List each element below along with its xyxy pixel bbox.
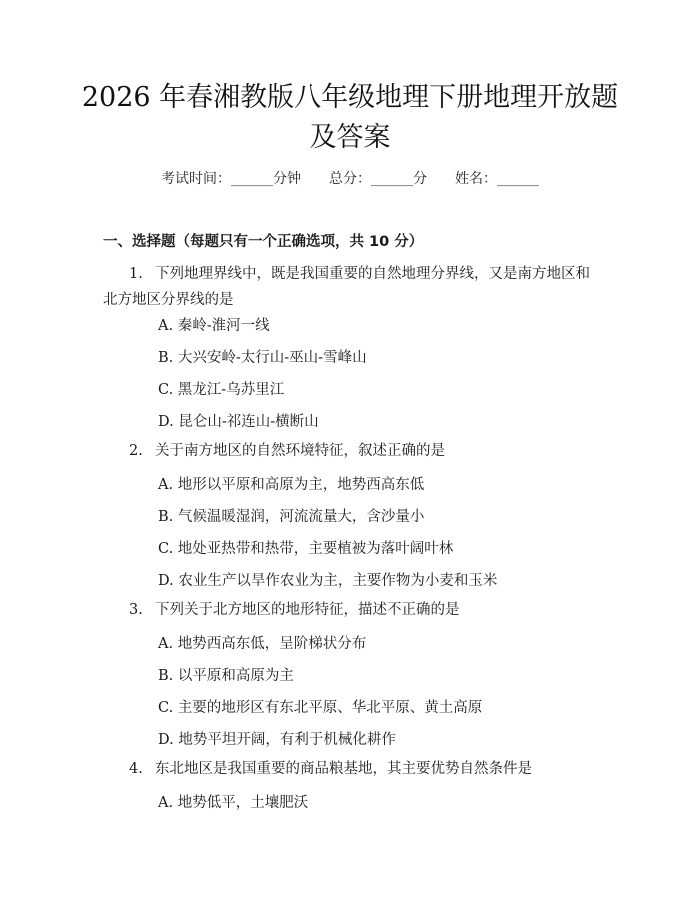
option-4a: A. 地势低平，土壤肥沃 xyxy=(158,795,309,811)
option-2d: D. 农业生产以旱作农业为主，主要作物为小麦和玉米 xyxy=(158,573,498,589)
option-2b: B. 气候温暖湿润，河流流量大，含沙量小 xyxy=(158,509,425,525)
exam-meta xyxy=(0,168,700,188)
option-1a: A. 秦岭-淮河一线 xyxy=(158,318,270,334)
document-title xyxy=(60,78,640,158)
option-2c: C. 地处亚热带和热带，主要植被为落叶阔叶林 xyxy=(158,541,454,557)
option-1d: D. 昆仑山-祁连山-横断山 xyxy=(158,414,319,430)
option-2a: A. 地形以平原和高原为主，地势西高东低 xyxy=(158,477,425,493)
section-heading: 一、选择题（每题只有一个正确选项，共 10 分） xyxy=(103,234,424,250)
option-1b: B. 大兴安岭-太行山-巫山-雪峰山 xyxy=(158,350,367,366)
exam-time-label: 考试时间：______分钟 xyxy=(161,171,301,187)
option-3b: B. 以平原和高原为主 xyxy=(158,668,294,684)
option-3a: A. 地势西高东低，呈阶梯状分布 xyxy=(158,636,367,652)
student-name-label: 姓名：______ xyxy=(455,171,539,187)
title-line-1: 2026 年春湘教版八年级地理下册地理开放题 xyxy=(81,82,619,113)
question-number: 2. xyxy=(129,443,143,459)
question-text: 东北地区是我国重要的商品粮基地，其主要优势自然条件是 xyxy=(155,761,532,777)
question-4 xyxy=(103,756,599,782)
total-score-label: 总分：______分 xyxy=(329,171,427,187)
question-number: 4. xyxy=(129,761,143,777)
question-number: 1. xyxy=(129,266,143,282)
question-2 xyxy=(103,438,599,464)
title-line-2: 及答案 xyxy=(309,122,391,153)
question-text: 关于南方地区的自然环境特征，叙述正确的是 xyxy=(155,443,445,459)
option-3d: D. 地势平坦开阔，有利于机械化耕作 xyxy=(158,732,396,748)
question-1 xyxy=(103,261,599,313)
option-3c: C. 主要的地形区有东北平原、华北平原、黄土高原 xyxy=(158,700,483,716)
question-text: 下列地理界线中，既是我国重要的自然地理分界线，又是南方地区和北方地区分界线的是 xyxy=(103,266,590,308)
option-1c: C. 黑龙江-乌苏里江 xyxy=(158,382,285,398)
question-number: 3. xyxy=(129,602,143,618)
question-text: 下列关于北方地区的地形特征，描述不正确的是 xyxy=(155,602,460,618)
question-3 xyxy=(103,597,599,623)
